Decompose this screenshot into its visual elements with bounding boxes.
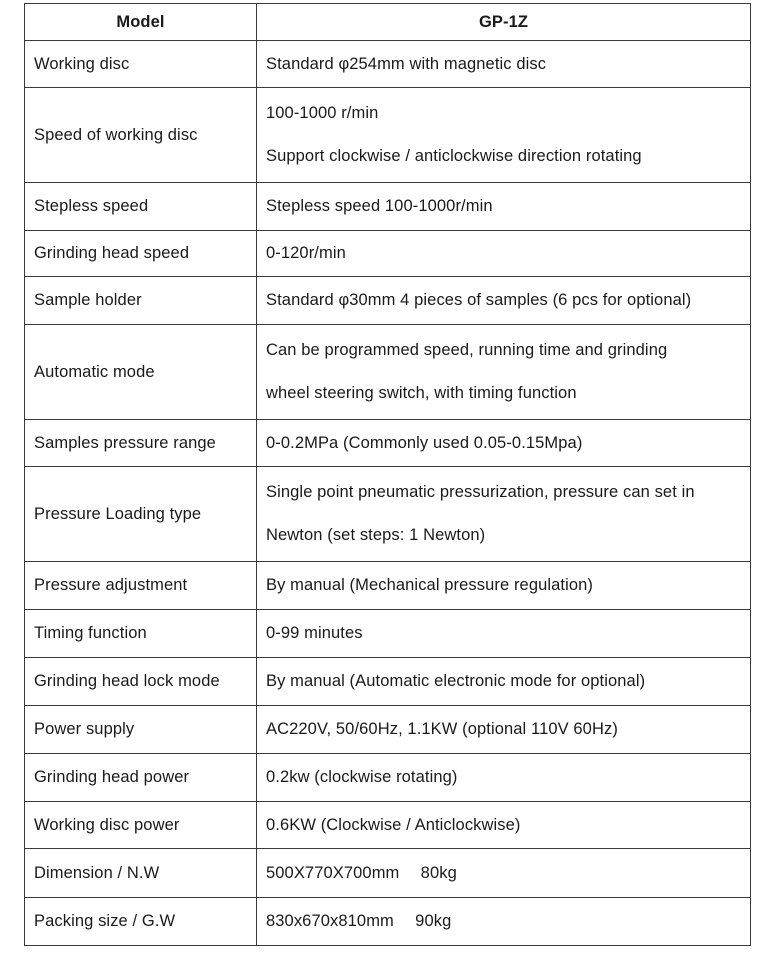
row-value [257, 88, 751, 183]
row-value-line: By manual (Mechanical pressure regulation) [266, 576, 594, 594]
row-value-line: By manual (Automatic electronic mode for optional) [266, 672, 646, 690]
row-value-line: AC220V, 50/60Hz, 1.1KW (optional 110V 60Hz) [266, 720, 618, 738]
row-value [257, 849, 751, 898]
table-row [25, 325, 751, 420]
row-value [257, 610, 751, 658]
row-value-line: Newton (set steps: 1 Newton) [266, 526, 486, 544]
table-row [25, 849, 751, 898]
table-row [25, 467, 751, 562]
table-row [25, 898, 751, 946]
table-row [25, 658, 751, 706]
table-row [25, 754, 751, 802]
table-row [25, 183, 751, 231]
row-label: Sample holder [25, 277, 257, 325]
row-label: Working disc power [25, 802, 257, 849]
row-value-line: Single point pneumatic pressurization, pressure can set in [266, 483, 695, 501]
row-value [257, 802, 751, 849]
row-value [257, 41, 751, 88]
row-value [257, 420, 751, 467]
table-row [25, 277, 751, 325]
row-value [257, 325, 751, 420]
table-row [25, 562, 751, 610]
row-label: Automatic mode [25, 325, 257, 420]
model-label: Model [25, 4, 257, 41]
row-value-line: Can be programmed speed, running time and grinding [266, 341, 668, 359]
row-value-line: Stepless speed 100-1000r/min [266, 197, 493, 215]
row-label: Grinding head speed [25, 231, 257, 277]
row-value [257, 231, 751, 277]
row-label: Timing function [25, 610, 257, 658]
row-label: Pressure adjustment [25, 562, 257, 610]
row-value-line: 0.2kw (clockwise rotating) [266, 768, 458, 786]
row-value-line: Standard φ254mm with magnetic disc [266, 54, 547, 73]
table-row [25, 88, 751, 183]
row-label: Working disc [25, 41, 257, 88]
table-row [25, 706, 751, 754]
row-value [257, 467, 751, 562]
row-value [257, 898, 751, 946]
spec-table [24, 3, 751, 946]
row-value [257, 183, 751, 231]
row-label: Stepless speed [25, 183, 257, 231]
table-row [25, 41, 751, 88]
header-row [25, 4, 751, 41]
row-value [257, 658, 751, 706]
row-label: Pressure Loading type [25, 467, 257, 562]
row-value [257, 277, 751, 325]
spec-body [25, 41, 751, 946]
table-row [25, 420, 751, 467]
table-row [25, 231, 751, 277]
row-value-line: 0-0.2MPa (Commonly used 0.05-0.15Mpa) [266, 433, 583, 452]
row-value-line: 0-120r/min [266, 244, 346, 262]
row-value-line: 830x670x810mm 90kg [266, 912, 452, 930]
row-label: Speed of working disc [25, 88, 257, 183]
row-label: Grinding head lock mode [25, 658, 257, 706]
row-label: Packing size / G.W [25, 898, 257, 946]
table-row [25, 802, 751, 849]
row-value-line: Support clockwise / anticlockwise direction rotating [266, 147, 642, 165]
row-value-line: 0.6KW (Clockwise / Anticlockwise) [266, 815, 521, 834]
row-value [257, 562, 751, 610]
row-value-line: Standard φ30mm 4 pieces of samples (6 pcs for optional) [266, 291, 692, 309]
row-value-line: 100-1000 r/min [266, 104, 379, 122]
row-label: Grinding head power [25, 754, 257, 802]
row-value [257, 706, 751, 754]
row-value-line: wheel steering switch, with timing function [266, 384, 577, 402]
row-label: Samples pressure range [25, 420, 257, 467]
row-value-line: 500X770X700mm 80kg [266, 863, 457, 882]
model-value: GP-1Z [257, 4, 751, 41]
row-label: Dimension / N.W [25, 849, 257, 898]
row-value-line: 0-99 minutes [266, 624, 363, 642]
row-value [257, 754, 751, 802]
row-label: Power supply [25, 706, 257, 754]
table-row [25, 610, 751, 658]
